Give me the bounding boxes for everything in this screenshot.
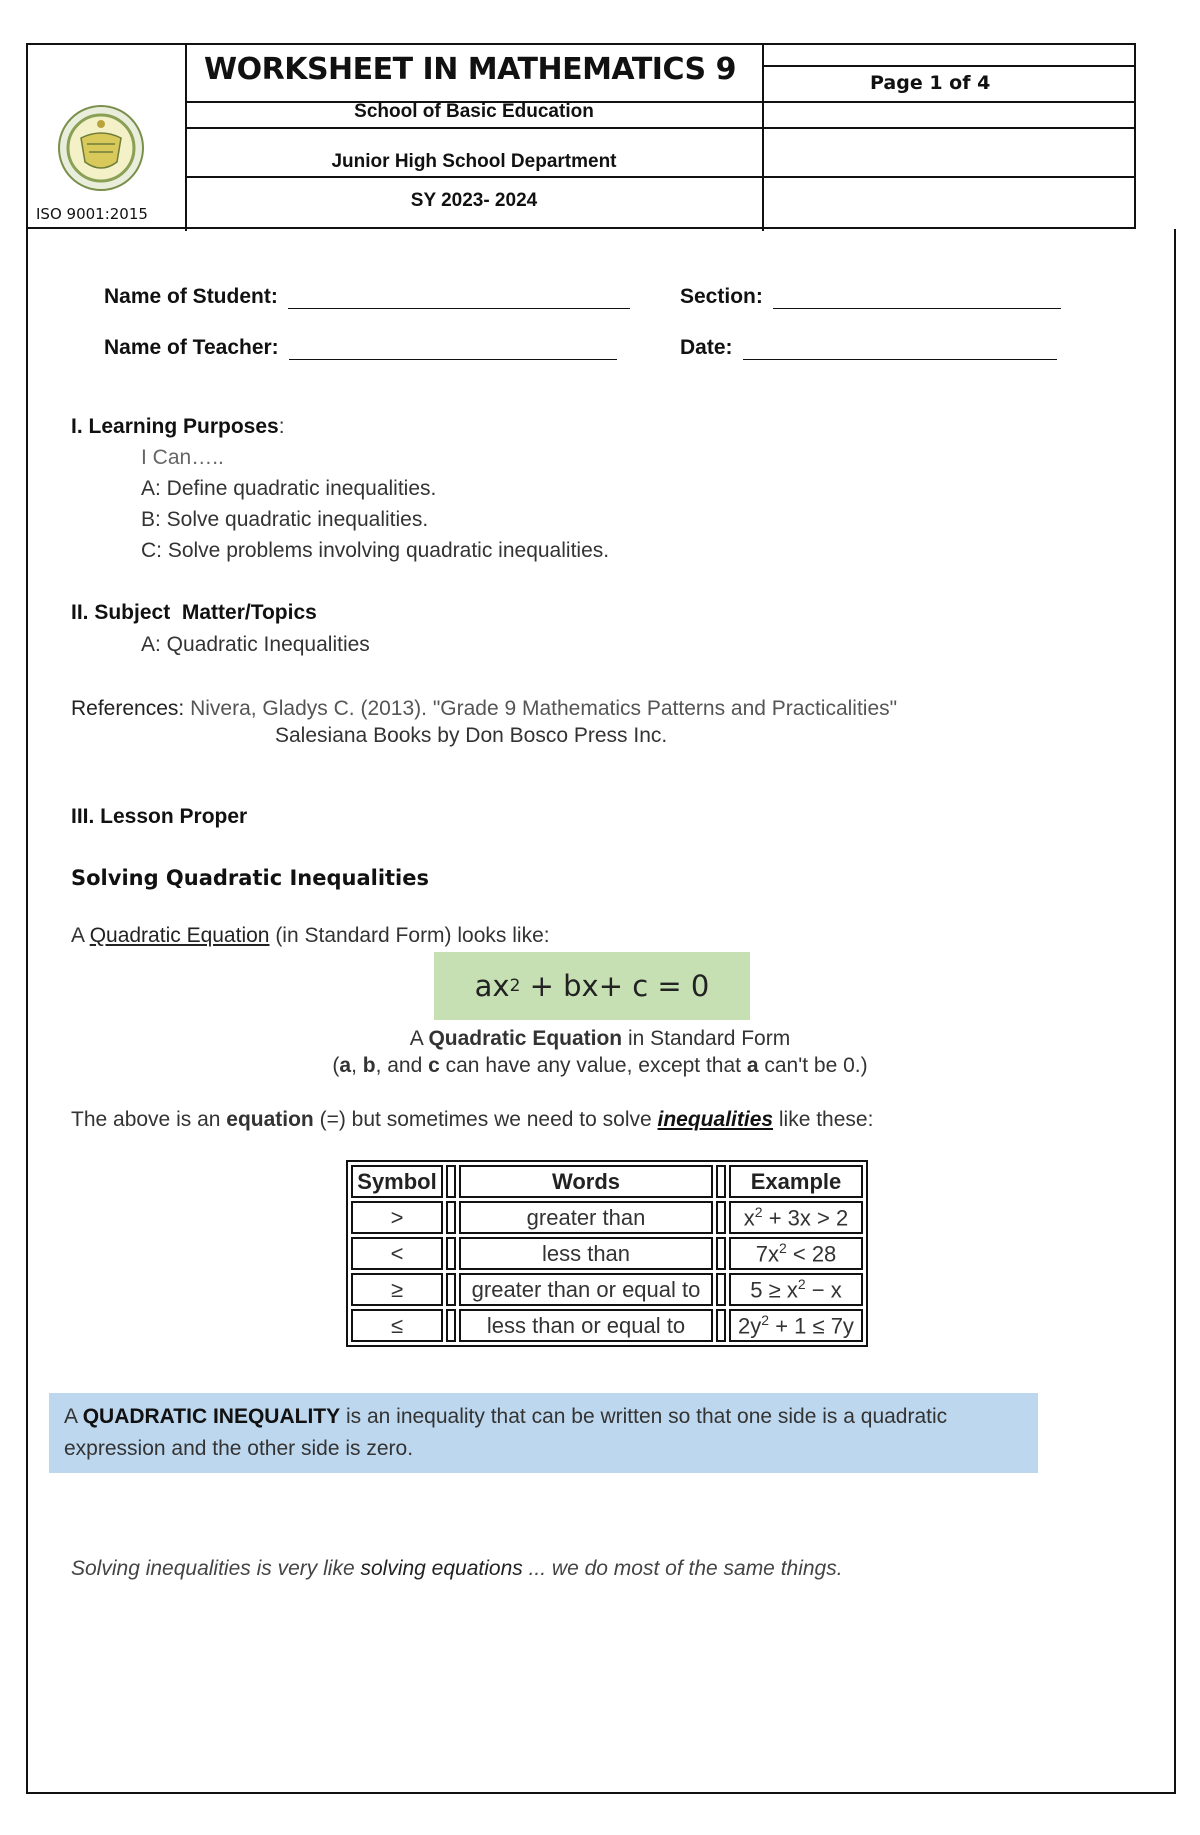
- symbol-cell: ≥: [351, 1273, 443, 1306]
- school-year: SY 2023- 2024: [410, 190, 538, 211]
- table-row: [351, 1273, 863, 1306]
- worksheet-title: WORKSHEET IN MATHEMATICS 9: [204, 52, 736, 87]
- words-cell: greater than: [459, 1201, 713, 1234]
- teacher-name-field[interactable]: [104, 336, 617, 360]
- example-cell: $x^2 + 3x > 2$: [729, 1201, 863, 1234]
- symbol-cell: ≤: [351, 1309, 443, 1342]
- learning-item: A: Define quadratic inequalities.: [141, 477, 437, 500]
- date-blank[interactable]: [743, 339, 1057, 360]
- quadratic-equation-intro: A Quadratic Equation (in Standard Form) looks like:: [71, 924, 550, 947]
- school-name: School of Basic Education: [354, 101, 594, 122]
- date-field[interactable]: [680, 336, 1057, 360]
- reference-publisher: Salesiana Books by Don Bosco Press Inc.: [275, 724, 668, 747]
- standard-form-formula: ax 2 + bx+ c = 0: [434, 952, 750, 1020]
- student-name-field[interactable]: [104, 285, 630, 309]
- references-line: [71, 697, 897, 721]
- learning-purposes-heading: I. Learning Purposes:: [71, 415, 285, 438]
- section-label: Section:: [680, 285, 763, 308]
- student-name-blank[interactable]: [288, 288, 630, 309]
- closing-note: Solving inequalities is very like solving equations ... we do most of the same things.: [71, 1557, 843, 1580]
- subject-matter-heading: II. Subject Matter/Topics: [71, 601, 317, 624]
- table-row: [351, 1201, 863, 1234]
- quadratic-inequality-definition: A QUADRATIC INEQUALITY is an inequality that can be written so that one side is a quadratic expression and the other side is zero.: [64, 1405, 948, 1460]
- date-label: Date:: [680, 336, 733, 359]
- reference-text: Nivera, Gladys C. (2013). "Grade 9 Mathematics Patterns and Practicalities": [184, 697, 898, 720]
- section-blank[interactable]: [773, 288, 1061, 309]
- student-name-label: Name of Student:: [104, 285, 278, 308]
- symbol-cell: >: [351, 1201, 443, 1234]
- formula-caption: A Quadratic Equation in Standard Form: [409, 1027, 791, 1050]
- teacher-name-blank[interactable]: [289, 339, 617, 360]
- example-cell: $5 \ge x^2 - x$: [729, 1273, 863, 1306]
- lesson-proper-heading: III. Lesson Proper: [71, 805, 248, 828]
- example-cell: $7x^2 < 28$: [729, 1237, 863, 1270]
- references-label: References:: [71, 697, 185, 720]
- subject-item: A: Quadratic Inequalities: [141, 633, 370, 656]
- table-row: [351, 1309, 863, 1342]
- learning-item: B: Solve quadratic inequalities.: [141, 508, 429, 531]
- department-name: Junior High School Department: [331, 151, 617, 172]
- example-cell: $2y^2 + 1 \le 7y$: [729, 1309, 863, 1342]
- symbol-cell: <: [351, 1237, 443, 1270]
- lesson-subheading: Solving Quadratic Inequalities: [71, 866, 429, 890]
- words-cell: less than: [459, 1237, 713, 1270]
- iso-label: ISO 9001:2015: [36, 205, 148, 223]
- column-header: Words: [459, 1165, 713, 1198]
- teacher-name-label: Name of Teacher:: [104, 336, 279, 359]
- words-cell: less than or equal to: [459, 1309, 713, 1342]
- inequalities-intro: The above is an equation (=) but sometimes we need to solve inequalities like these:: [71, 1108, 874, 1131]
- learning-intro: I Can…..: [141, 446, 224, 469]
- table-row: [351, 1237, 863, 1270]
- column-header: Example: [729, 1165, 863, 1198]
- school-seal-logo: [57, 104, 145, 192]
- learning-item: C: Solve problems involving quadratic inequalities.: [141, 539, 610, 562]
- words-cell: greater than or equal to: [459, 1273, 713, 1306]
- formula-note: (a, b, and c can have any value, except that a can't be 0.): [332, 1054, 868, 1077]
- table-header-row: [351, 1165, 863, 1198]
- quadratic-equation-link: Quadratic Equation: [89, 924, 270, 947]
- column-header: Symbol: [351, 1165, 443, 1198]
- page-number: Page 1 of 4: [870, 72, 991, 94]
- section-field[interactable]: [680, 285, 1061, 309]
- inequality-symbols-table: [346, 1160, 868, 1347]
